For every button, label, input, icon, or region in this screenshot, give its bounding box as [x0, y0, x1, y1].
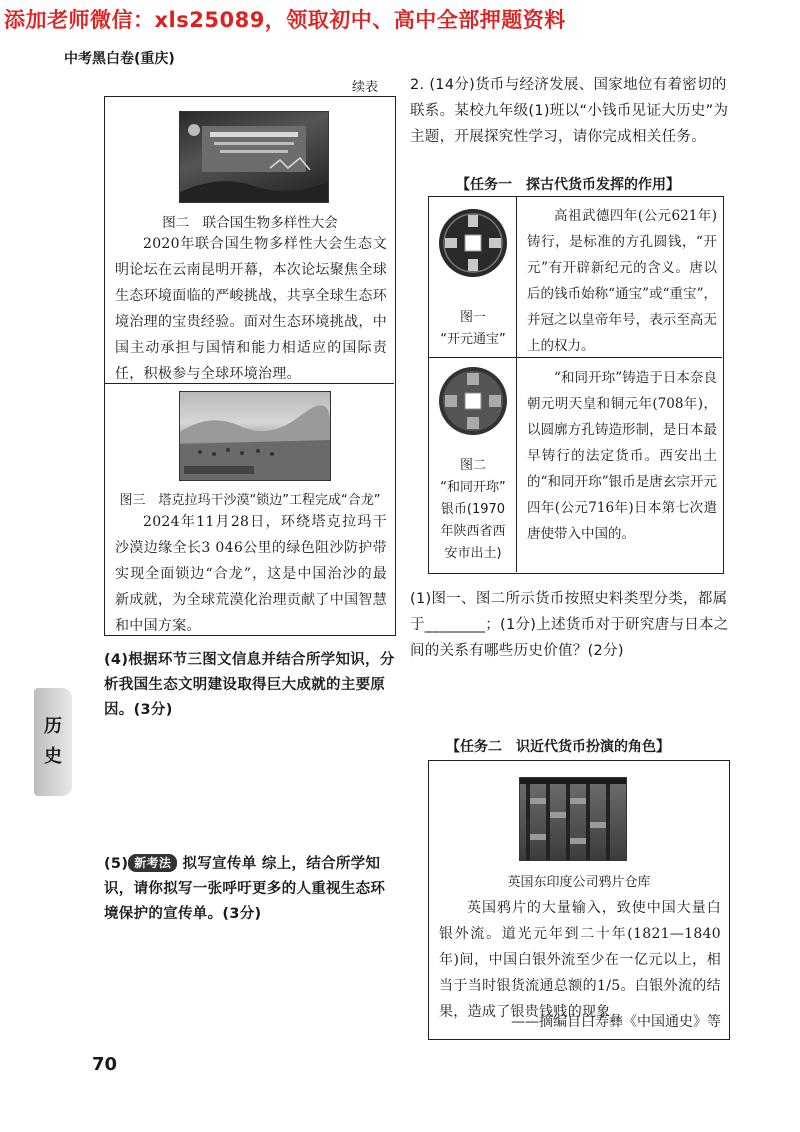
subject-side-tab [34, 688, 72, 796]
coin-1-description: 高祖武德四年(公元621年)铸行，是标准的方孔圆钱，“开元”有开辟新纪元的含义。唐以后的钱币始称“通宝”或“重宝”，并冠之以皇帝年号，表示至高无上的权力。 [527, 208, 717, 354]
kaiyuan-coin-icon [437, 207, 509, 279]
warehouse-interior-graphic [520, 778, 626, 860]
figure-3-caption: 图三 塔克拉玛干沙漠“锁边”工程完成“合龙” [119, 493, 381, 508]
task-1-heading: 【任务一 探古代货币发挥的作用】 [456, 177, 680, 193]
opium-warehouse-photo [519, 777, 627, 861]
desert-dunes-graphic [180, 392, 330, 480]
question-2-1: (1)图一、图二所示货币按照史料类型分类，都属于________；(1分)上述货币对于研究唐与日本之间的关系有哪些历史价值？(2分) [410, 591, 729, 659]
table-continued-label: 续表 [352, 80, 379, 95]
desert-project-photo [179, 391, 331, 481]
question-2-intro: 2. (14分)货币与经济发展、国家地位有着密切的联系。某校九年级(1)班以“小钱币见证大历史”为主题，开展探究性学习，请你完成相关任务。 [410, 77, 729, 145]
wadokaichin-coin-icon [437, 365, 509, 437]
coin-2-image-cell [429, 357, 517, 572]
watermark-text: 添加老师微信：xls25089，领取初中、高中全部押题资料 [4, 8, 566, 32]
side-tab-char-2: 史 [44, 746, 62, 767]
side-tab-char-1: 历 [44, 716, 62, 737]
coin-2-description: “和同开珎”铸造于日本奈良朝元明天皇和铜元年(708年)，以圆廓方孔铸造形制，是日本最早铸行的法定货币。西安出土的“和同开珎”银币是唐玄宗开元四年(公元716年)日本第七次遣唐使带入中国的。 [527, 370, 717, 542]
figure-2-description: 2020年联合国生物多样性大会生态文明论坛在云南昆明开幕，本次论坛聚焦全球生态环境面临的严峻挑战，共享全球生态环境治理的宝贵经验。面对生态环境挑战，中国主动承担与国情和能力相适应的国际责任，积极参与全球环境治理。 [115, 236, 387, 382]
coin-1-image-cell [429, 197, 517, 357]
book-title: 中考黑白卷(重庆) [64, 51, 175, 67]
new-method-badge: 新考法 [128, 854, 177, 872]
question-5-text: 拟写宣传单 综上，结合所学知识，请你拟写一张呼吁更多的人重视生态环境保护的宣传单。(3分) [104, 856, 386, 922]
question-4: (4)根据环节三图文信息并结合所学知识，分析我国生态文明建设取得巨大成就的主要原因。(3分) [104, 652, 395, 718]
conference-screen-graphic [180, 112, 328, 202]
row-divider [105, 383, 394, 384]
warehouse-material-box [428, 760, 730, 1040]
coin-table [428, 196, 724, 574]
question-5-number: (5) [104, 856, 129, 872]
coin-1-caption: 图一 “开元通宝” [440, 310, 506, 347]
material-table [104, 96, 396, 636]
source-citation: ——摘编自白寿彝《中国通史》等 [511, 1014, 721, 1030]
page-number: 70 [92, 1054, 118, 1075]
coin-2-caption: 图二 “和同开珎” 银币(1970 年陕西省西 安市出土) [440, 458, 506, 561]
task-2-heading: 【任务二 识近代货币扮演的角色】 [446, 739, 670, 755]
warehouse-caption: 英国东印度公司鸦片仓库 [507, 875, 651, 890]
biodiversity-conference-photo [179, 111, 329, 203]
question-5 [104, 852, 398, 927]
warehouse-description: 英国鸦片的大量输入，致使中国大量白银外流。道光元年到二十年(1821—1840年)间，中国白银外流至少在一亿元以上，相当于当时银货流通总额的1/5。白银外流的结果，造成了银贵钱贱的现象 [439, 900, 721, 1020]
figure-2-caption: 图二 联合国生物多样性大会 [162, 215, 338, 231]
figure-3-description: 2024年11月28日，环绕塔克拉玛干沙漠边缘全长3 046公里的绿色阻沙防护带实现全面锁边“合龙”，这是中国治沙的最新成就，为全球荒漠化治理贡献了中国智慧和中国方案。 [115, 514, 387, 634]
